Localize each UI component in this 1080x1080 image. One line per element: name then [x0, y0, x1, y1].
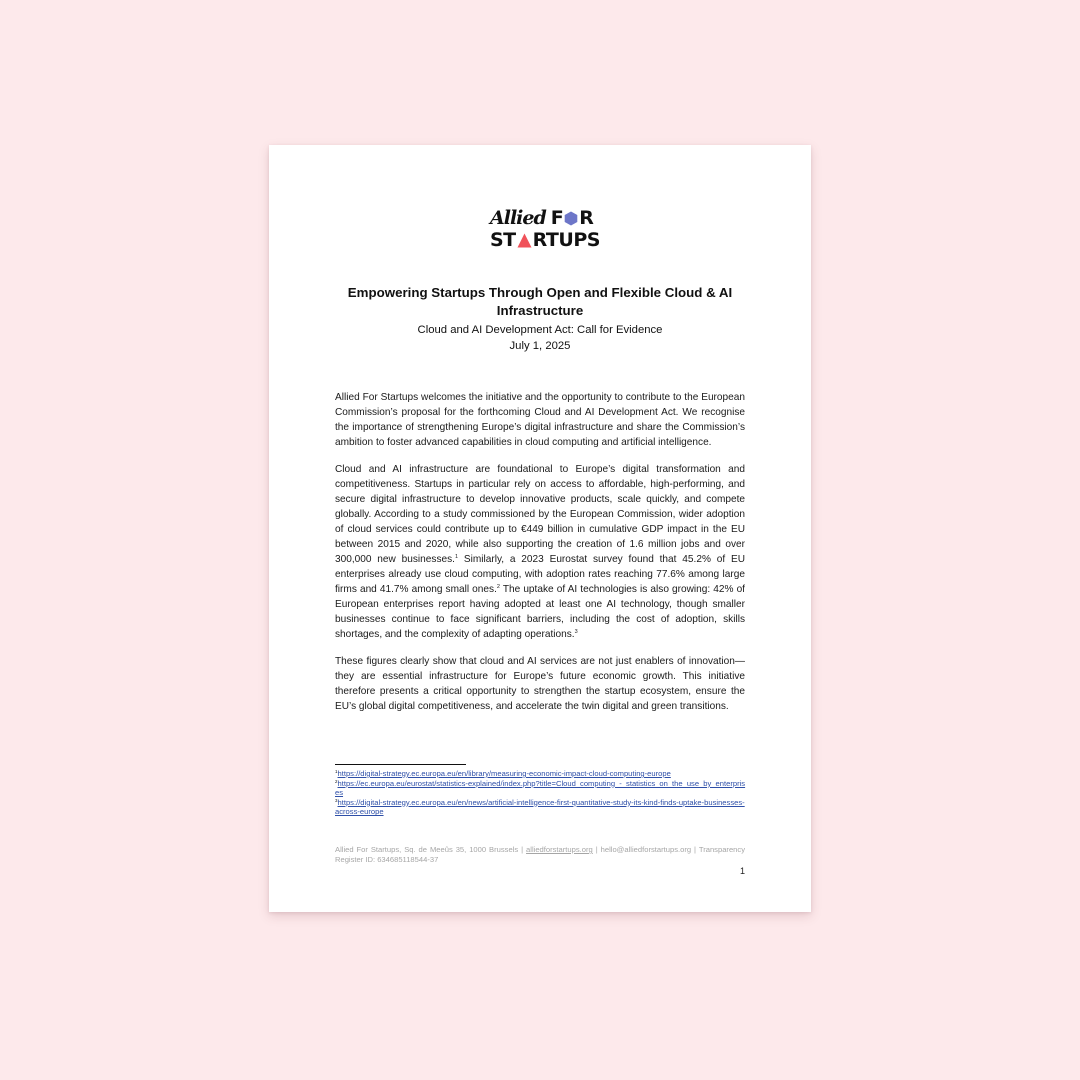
paragraph-intro: Allied For Startups welcomes the initiative and the opportunity to contribute to the European Commission’s proposal for the forthcoming Cloud and AI Development Act. We recognise the importance of strengthening Europe’s digital infrastructure and share the Commission’s ambition to foster advanced capabilities in cloud computing and artificial intelligence.	[335, 392, 745, 448]
document-body	[335, 390, 745, 726]
footnote-ref-2[interactable]: 2	[496, 584, 500, 590]
footer-separator: |	[691, 845, 699, 854]
footnote-3	[335, 798, 747, 817]
footnote-link-3[interactable]: https://digital-strategy.ec.europa.eu/en/news/artificial-intelligence-first-quantitative-study-its-kind-finds-uptake-businesses-across-europe	[335, 797, 745, 817]
footnote-1	[335, 769, 747, 779]
document-title: Empowering Startups Through Open and Flexible Cloud & AI Infrastructure	[347, 285, 733, 318]
footer-email[interactable]: hello@alliedforstartups.org	[600, 845, 692, 854]
logo-letters-st: ST	[490, 229, 516, 251]
footnote-ref-3[interactable]: 3	[574, 629, 578, 635]
logo-letter-r: R	[579, 207, 594, 229]
logo-line-2	[490, 228, 600, 252]
document-page	[269, 145, 811, 912]
footnote-2	[335, 779, 747, 798]
logo-line-1	[490, 207, 593, 229]
document-date: July 1, 2025	[509, 340, 571, 352]
paragraph-conclusion: These figures clearly show that cloud and AI services are not just enablers of innovation—they are essential infrastructure for Europe’s future economic growth. This initiative therefore presents a critical opportunity to strengthen the startup ecosystem, ensure the EU’s global digital competitiveness, and accelerate the twin digital and green transitions.	[335, 656, 745, 712]
logo-for-text	[551, 207, 594, 229]
hexagon-icon	[564, 211, 578, 226]
document-subtitle: Cloud and AI Development Act: Call for Evidence	[417, 324, 663, 336]
footer-website-link[interactable]: alliedforstartups.org	[526, 845, 593, 854]
logo-letters-rtups: RTUPS	[532, 229, 600, 251]
footnote-number: 3	[335, 797, 338, 803]
footer-separator: |	[592, 845, 601, 854]
page-footer	[335, 845, 745, 865]
paragraph-context	[335, 462, 745, 642]
footnote-number: 1	[335, 769, 338, 774]
footnote-link-2[interactable]: https://ec.europa.eu/eurostat/statistics-explained/index.php?title=Cloud_computing_-_statistics_on_the_use_by_enterprises	[335, 778, 746, 798]
footer-address: Allied For Startups, Sq. de Meeûs 35, 1000 Brussels |	[335, 845, 527, 854]
footnote-ref-1[interactable]: 1	[454, 554, 459, 560]
footnote-number: 2	[335, 778, 338, 784]
footnote-link-1[interactable]: https://digital-strategy.ec.europa.eu/en/library/measuring-economic-impact-cloud-computing-europe	[337, 769, 671, 778]
logo-letter-f: F	[550, 207, 564, 229]
footer-register-id: Transparency Register ID: 634685118544-37	[335, 845, 745, 864]
footnotes	[335, 769, 747, 817]
triangle-icon	[517, 233, 532, 248]
footnote-divider	[335, 764, 466, 765]
page-number: 1	[739, 866, 745, 876]
logo-allied-text: Allied	[490, 207, 546, 229]
allied-for-startups-logo	[490, 207, 600, 252]
paragraph-context-part-2: Similarly, a 2023 Eurostat survey found that 45.2% of EU enterprises already use cloud computing, with adoption rates reaching 77.6% among large firms and 41.7% among small ones.	[335, 554, 746, 595]
paragraph-context-part-3: The uptake of AI technologies is also growing: 42% of European enterprises report having adopted at least one AI technology, though smaller businesses continue to face significant barriers, including the cost of adoption, skills shortages, and the complexity of adapting operations.	[335, 584, 745, 640]
paragraph-context-part-1: Cloud and AI infrastructure are foundational to Europe’s digital transformation and competitiveness. Startups in particular rely on access to affordable, high-performing, and secure digital infrastructure to develop innovative products, scale quickly, and compete globally. According to a study commissioned by the European Commission, wider adoption of cloud services could contribute up to €449 billion in cumulative GDP impact in the EU between 2015 and 2020, while also supporting the creation of 1.6 million jobs and over 300,000 new businesses.	[335, 464, 745, 565]
